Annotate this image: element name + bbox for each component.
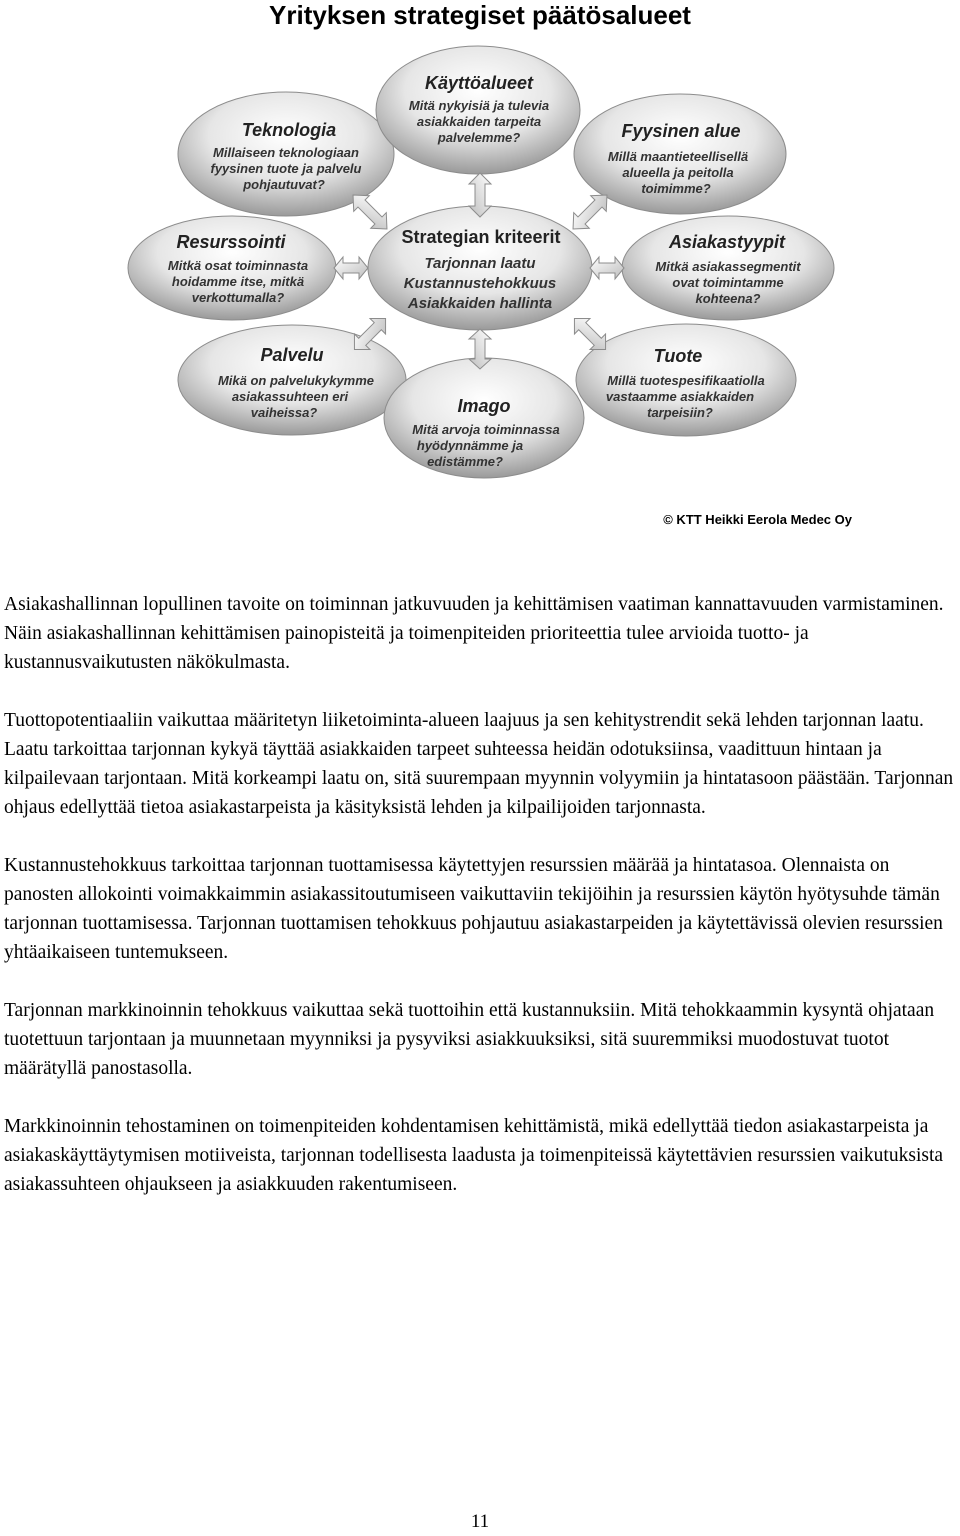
node-imago-head: Imago — [457, 396, 511, 416]
node-palvelu-line-3: vaiheissa? — [250, 405, 318, 420]
arrow-resurssointi — [334, 257, 368, 279]
page-title: Yrityksen strategiset päätösalueet — [269, 0, 691, 30]
paragraph-5: Markkinoinnin tehostaminen on toimenpiteiden kohdentamisen kehittämistä, mikä edellyttää tiedon asiakastarpeista ja asiakaskäyttäytymisen motiiveista, tarjonnan todellisesta laadusta ja toimenpiteissä käytettävien resurssien vaikutuksista asiakassuhteen ohjaukseen ja asiakkuuden rakentumiseen. — [4, 1116, 944, 1195]
node-asiakastyypit-line-2: ovat toimintamme — [672, 275, 784, 290]
node-teknologia-line-1: Millaiseen teknologiaan — [213, 145, 359, 160]
node-imago-line-2: hyödynnämme ja — [416, 438, 524, 453]
node-resurssointi-head: Resurssointi — [176, 232, 286, 252]
page-number: 11 — [470, 1511, 490, 1532]
node-fyysinen-alue-head: Fyysinen alue — [621, 121, 741, 141]
node-kayttoalueet-line-2: asiakkaiden tarpeita — [416, 114, 542, 129]
node-fyysinen-alue-line-1: Millä maantieteellisellä — [607, 149, 749, 164]
node-imago-line-1: Mitä arvoja toiminnassa — [412, 422, 560, 437]
node-palvelu-line-2: asiakassuhteen eri — [231, 389, 349, 404]
node-resurssointi-line-1: Mitkä osat toiminnasta — [167, 258, 309, 273]
paragraph-2: Tuottopotentiaaliin vaikuttaa määritetyn liiketoiminta-alueen laajuus ja sen kehitystrendit sekä lehden tarjonnan laatu. Laatu tarkoittaa tarjonnan kykyä täyttää asiakkaiden tarpeet suhteessa heidän odotuksiinsa, vaadittuun hintaan ja kilpailevaan tarjontaan. Mitä korkeampi laatu on, sitä suurempaan myynnin volyymiin ja hintatasoon päästään. Tarjonnan ohjaus edellyttää tietoa asiakastarpeista ja käsityksistä lehden ja kilpailijoiden tarjonnasta. — [4, 710, 954, 818]
node-kayttoalueet-line-3: palvelemme? — [437, 130, 521, 145]
node-asiakastyypit-line-3: kohteena? — [695, 291, 761, 306]
node-asiakastyypit-line-1: Mitkä asiakassegmentit — [655, 259, 801, 274]
paragraph-4: Tarjonnan markkinoinnin tehokkuus vaikuttaa sekä tuottoihin että kustannuksiin. Mitä tehokkaammin kysyntä ohjataan tuotettuun tarjontaan ja muunnetaan myynniksi ja pysyviksi asiakkuuksiksi, sitä suuremmiksi muodostuvat tuotot määrätyllä panostasolla. — [4, 1000, 935, 1079]
node-kayttoalueet-head: Käyttöalueet — [424, 73, 534, 93]
node-tuote-line-1: Millä tuotespesifikaatiolla — [607, 373, 765, 388]
node-teknologia-line-3: pohjautuvat? — [243, 177, 325, 192]
node-asiakastyypit-head: Asiakastyypit — [668, 232, 786, 252]
node-fyysinen-alue-line-2: alueella ja peitolla — [622, 165, 734, 180]
center-line-2: Kustannustehokkuus — [403, 275, 557, 292]
node-tuote-head: Tuote — [653, 346, 703, 366]
center-line-1: Tarjonnan laatu — [424, 255, 536, 272]
node-palvelu-head: Palvelu — [260, 345, 324, 365]
center-head: Strategian kriteerit — [401, 227, 561, 247]
arrow-asiakastyypit — [590, 257, 624, 279]
center-line-3: Asiakkaiden hallinta — [407, 295, 553, 312]
node-resurssointi-line-3: verkottumalla? — [191, 290, 285, 305]
node-tuote-line-2: vastaamme asiakkaiden — [605, 389, 755, 404]
strategy-diagram — [0, 0, 960, 500]
node-kayttoalueet-line-1: Mitä nykyisiä ja tulevia — [408, 98, 550, 113]
paragraph-1: Asiakashallinnan lopullinen tavoite on toiminnan jatkuvuuden ja kehittämisen vaatiman kannattavuuden varmistaminen. Näin asiakashallinnan kehittämisen painopisteitä ja toimenpiteiden prioriteettia tulee arvioida tuotto- ja kustannusvaikutusten näkökulmasta. — [4, 594, 944, 673]
node-teknologia-head: Teknologia — [241, 120, 337, 140]
copyright-notice: © KTT Heikki Eerola Medec Oy — [663, 512, 852, 527]
node-teknologia-line-2: fyysinen tuote ja palvelu — [210, 161, 362, 176]
body-text — [4, 590, 956, 1228]
node-palvelu-line-1: Mikä on palvelukykymme — [217, 373, 375, 388]
node-resurssointi-line-2: hoidamme itse, mitkä — [171, 274, 305, 289]
arrow-fyysinen-alue — [565, 187, 614, 236]
arrow-teknologia — [345, 187, 394, 236]
node-imago-line-3: edistämme? — [427, 454, 503, 469]
paragraph-3: Kustannustehokkuus tarkoittaa tarjonnan tuottamisessa käytettyjen resurssien määrää ja hintatasoa. Olennaista on panosten allokointi voimakkaimmin asiakassitoutumiseen vaikuttaviin tekijöihin ja resurssien käytön hyötysuhde tämän tarjonnan tuottamisessa. Tarjonnan tuottamisen tehokkuus pohjautuu asiakastarpeiden ja käytettävissä olevien resurssien yhtäaikaiseen tuntemukseen. — [4, 855, 943, 963]
node-tuote-line-3: tarpeisiin? — [647, 405, 713, 420]
node-fyysinen-alue-line-3: toimimme? — [641, 181, 711, 196]
